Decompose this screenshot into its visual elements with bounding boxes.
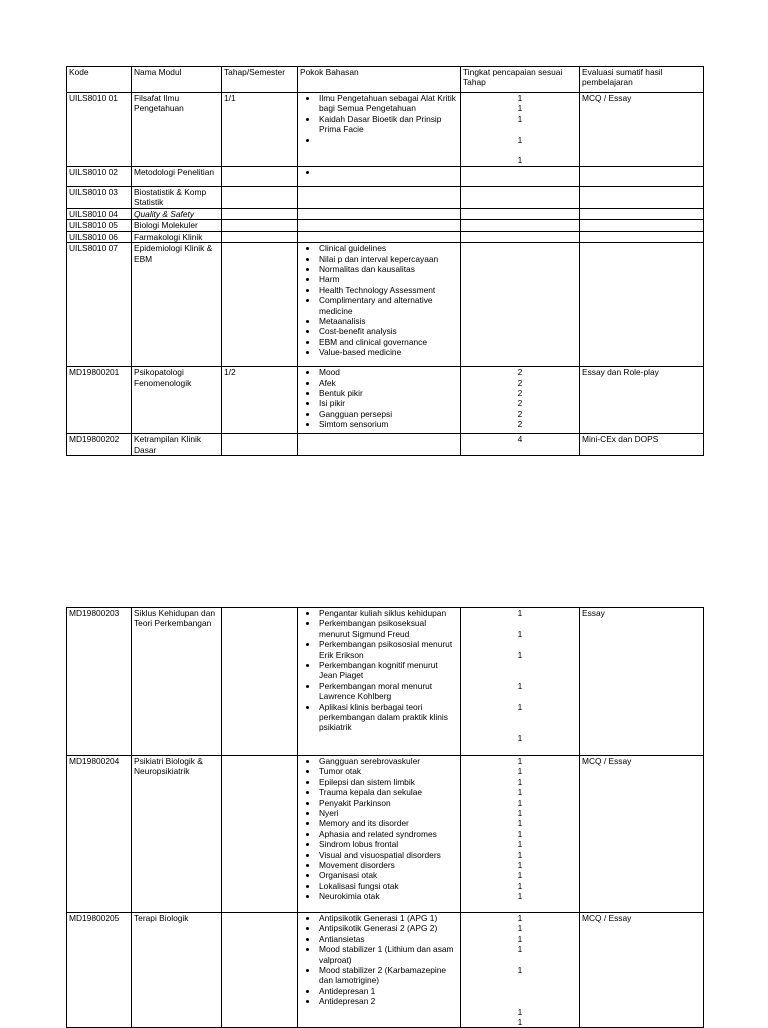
achievement-level: 2 [517, 408, 523, 419]
achievement-level: 1 [517, 913, 523, 923]
achievement-level [463, 955, 577, 965]
column-header: Pokok Bahasan [298, 67, 461, 93]
achievement-level-cell [461, 367, 580, 434]
module-code-cell: UILS8010 06 [67, 231, 132, 242]
achievement-level [463, 975, 577, 985]
achievement-level: 1 [517, 680, 523, 691]
module-code-cell: UILS8010 07 [67, 243, 132, 367]
module-code-cell: MD19800204 [67, 756, 132, 913]
module-name-cell: Siklus Kehidupan dan Teori Perkembangan [132, 608, 222, 756]
achievement-level: 1 [517, 818, 523, 829]
achievement-level-cell [461, 93, 580, 167]
summative-evaluation-cell [580, 167, 704, 187]
module-code-cell: UILS8010 03 [67, 187, 132, 209]
module-name-cell: Psikopatologi Fenomenologik [132, 367, 222, 434]
topic-list [300, 608, 458, 733]
module-row [67, 220, 704, 231]
achievement-level: 1 [517, 608, 523, 618]
achievement-level [463, 124, 577, 134]
summative-evaluation-cell: Mini-CEx dan DOPS [580, 434, 704, 456]
achievement-level: 2 [517, 398, 523, 409]
summative-evaluation-cell: Essay dan Role-play [580, 367, 704, 434]
module-code-cell: MD19800203 [67, 608, 132, 756]
topic-item: • Neurokimia otak [318, 891, 458, 901]
topic-item: • Epilepsi dan sistem limbik [318, 777, 458, 787]
stage-semester-cell [222, 167, 298, 187]
topic-item: • Antidepresan 2 [318, 996, 458, 1006]
module-row [67, 434, 704, 456]
achievement-level-cell [461, 756, 580, 913]
topic-item: • Mood [318, 367, 458, 377]
achievement-level: 1 [517, 849, 523, 860]
topics-cell [298, 434, 461, 456]
stage-semester-cell [222, 187, 298, 209]
module-code-cell: UILS8010 02 [67, 167, 132, 187]
module-code-cell: UILS8010 05 [67, 220, 132, 231]
summative-evaluation-cell: MCQ / Essay [580, 913, 704, 1028]
topic-item: • Tumor otak [318, 766, 458, 776]
module-name-cell: Ketrampilan Klinik Dasar [132, 434, 222, 456]
achievement-level: 1 [517, 701, 523, 712]
achievement-level-cell [461, 608, 580, 756]
achievement-level [463, 691, 577, 701]
achievement-level: 1 [517, 732, 523, 743]
topic-item: • EBM and clinical governance [318, 337, 458, 347]
achievement-level-cell [461, 187, 580, 209]
stage-semester-cell [222, 913, 298, 1028]
topic-item: • Penyakit Parkinson [318, 798, 458, 808]
achievement-level: 1 [517, 134, 523, 145]
topic-item: • Value-based medicine [318, 347, 458, 357]
topic-item: • Mood stabilizer 1 (Lithium dan asam valproat) [318, 944, 458, 965]
module-row [67, 608, 704, 756]
topic-item: • Gangguan persepsi [318, 409, 458, 419]
stage-semester-cell [222, 608, 298, 756]
achievement-level: 1 [517, 93, 523, 103]
module-name-cell: Metodologi Penelitian [132, 167, 222, 187]
module-name-cell: Biostatistik & Komp Statistik [132, 187, 222, 209]
topic-item: • Sindrom lobus frontal [318, 839, 458, 849]
column-header: Tahap/Semester [222, 67, 298, 93]
achievement-level: 1 [517, 860, 523, 871]
achievement-level: 1 [517, 923, 523, 934]
module-row [67, 913, 704, 1028]
module-code-cell: MD19800202 [67, 434, 132, 456]
topic-item [318, 135, 458, 145]
achievement-level [463, 670, 577, 680]
achievement-level: 1 [517, 1017, 523, 1027]
column-header: Nama Modul [132, 67, 222, 93]
topic-item: • Perkembangan moral menurut Lawrence Kohlberg [318, 681, 458, 702]
topic-item [318, 167, 458, 177]
module-name-cell: Quality & Safety [132, 209, 222, 220]
topic-item: • Movement disorders [318, 860, 458, 870]
topic-item: • Antidepresan 1 [318, 986, 458, 996]
achievement-level: 1 [517, 797, 523, 808]
achievement-level: 1 [517, 756, 523, 766]
module-row [67, 167, 704, 187]
module-name-cell: Biologi Molekuler [132, 220, 222, 231]
achievement-level: 1 [517, 965, 523, 976]
module-code-cell: UILS8010 04 [67, 209, 132, 220]
achievement-level: 1 [517, 113, 523, 124]
achievement-level [463, 722, 577, 732]
achievement-level: 4 [517, 434, 523, 445]
topic-item: • Mood stabilizer 2 (Karbamazepine dan lamotrigine) [318, 965, 458, 986]
module-code-cell: MD19800201 [67, 367, 132, 434]
stage-semester-cell [222, 209, 298, 220]
achievement-level: 2 [517, 377, 523, 388]
topic-item: • Simtom sensorium [318, 419, 458, 429]
module-code-cell: UILS8010 01 [67, 93, 132, 167]
achievement-level [463, 660, 577, 670]
column-header: Kode [67, 67, 132, 93]
achievement-level: 1 [517, 933, 523, 944]
topics-cell [298, 220, 461, 231]
topic-list [300, 367, 458, 429]
topic-item: • Kaidah Dasar Bioetik dan Prinsip Prima Facie [318, 114, 458, 135]
achievement-level: 1 [517, 891, 523, 902]
topics-cell [298, 756, 461, 913]
topic-item: • Harm [318, 274, 458, 284]
module-code-cell: MD19800205 [67, 913, 132, 1028]
stage-semester-cell: 1/1 [222, 93, 298, 167]
topic-item: • Pengantar kuliah siklus kehidupan [318, 608, 458, 618]
achievement-level: 1 [517, 155, 523, 166]
achievement-level-cell [461, 913, 580, 1028]
topic-list [300, 93, 458, 145]
module-name-cell: Filsafat Ilmu Pengetahuan [132, 93, 222, 167]
topic-item: • Trauma kepala dan sekulae [318, 787, 458, 797]
achievement-level: 2 [517, 367, 523, 378]
topic-item: • Ilmu Pengetahuan sebagai Alat Kritik bagi Semua Pengetahuan [318, 93, 458, 114]
achievement-level: 1 [517, 880, 523, 891]
topic-item: • Cost-benefit analysis [318, 326, 458, 336]
topic-item: • Visual and visuospatial disorders [318, 850, 458, 860]
stage-semester-cell: 1/2 [222, 367, 298, 434]
achievement-level [463, 618, 577, 628]
achievement-level [463, 712, 577, 722]
topics-cell [298, 231, 461, 242]
achievement-level: 2 [517, 419, 523, 430]
summative-evaluation-cell [580, 231, 704, 242]
topic-item: • Clinical guidelines [318, 243, 458, 253]
achievement-level-cell [461, 220, 580, 231]
achievement-level: 1 [517, 828, 523, 839]
topics-cell [298, 608, 461, 756]
achievement-level [463, 145, 577, 155]
topic-item: • Metaanalisis [318, 316, 458, 326]
summative-evaluation-cell: MCQ / Essay [580, 756, 704, 913]
topics-cell [298, 167, 461, 187]
topic-item: • Nyeri [318, 808, 458, 818]
summative-evaluation-cell [580, 220, 704, 231]
topic-item: • Gangguan serebrovaskuler [318, 756, 458, 766]
topics-cell [298, 209, 461, 220]
summative-evaluation-cell [580, 187, 704, 209]
achievement-level: 1 [517, 103, 523, 114]
topic-item: • Normalitas dan kausalitas [318, 264, 458, 274]
summative-evaluation-cell [580, 243, 704, 367]
topic-item: • Perkembangan kognitif menurut Jean Piaget [318, 660, 458, 681]
stage-semester-cell [222, 434, 298, 456]
module-row [67, 243, 704, 367]
topics-cell [298, 367, 461, 434]
topics-cell [298, 93, 461, 167]
summative-evaluation-cell: MCQ / Essay [580, 93, 704, 167]
module-row [67, 209, 704, 220]
topic-list [300, 756, 458, 902]
module-row [67, 93, 704, 167]
module-row [67, 756, 704, 913]
summative-evaluation-cell: Essay [580, 608, 704, 756]
achievement-level-cell [461, 243, 580, 367]
topic-item: • Aphasia and related syndromes [318, 829, 458, 839]
module-name-cell: Psikiatri Biologik & Neuropsikiatrik [132, 756, 222, 913]
module-row [67, 187, 704, 209]
topic-item: • Nilai p dan interval kepercayaan [318, 254, 458, 264]
topic-item: • Antipsikotik Generasi 2 (APG 2) [318, 923, 458, 933]
summative-evaluation-cell [580, 209, 704, 220]
topic-item: • Perkembangan psikoseksual menurut Sigmund Freud [318, 618, 458, 639]
topic-list [300, 913, 458, 1007]
achievement-level-cell [461, 434, 580, 456]
stage-semester-cell [222, 756, 298, 913]
achievement-level [463, 986, 577, 996]
topic-item: • Lokalisasi fungsi otak [318, 881, 458, 891]
achievement-level: 1 [517, 944, 523, 955]
achievement-level-cell [461, 209, 580, 220]
topic-item: • Isi pikir [318, 398, 458, 408]
topic-item: • Bentuk pikir [318, 388, 458, 398]
topic-item: • Antiansietas [318, 934, 458, 944]
topics-cell [298, 187, 461, 209]
module-table-1 [66, 66, 704, 456]
stage-semester-cell [222, 220, 298, 231]
topic-list [300, 167, 458, 177]
achievement-level: 1 [517, 1006, 523, 1017]
achievement-level: 1 [517, 766, 523, 777]
module-row [67, 367, 704, 434]
topic-item: • Afek [318, 378, 458, 388]
module-name-cell: Epidemiologi Klinik & EBM [132, 243, 222, 367]
module-name-cell: Farmakologi Klinik [132, 231, 222, 242]
topic-item: • Organisasi otak [318, 870, 458, 880]
module-table-2 [66, 607, 704, 1028]
achievement-level [463, 996, 577, 1006]
module-row [67, 231, 704, 242]
column-header: Evaluasi sumatif hasil pembelajaran [580, 67, 704, 93]
achievement-level-cell [461, 231, 580, 242]
topic-item: • Memory and its disorder [318, 818, 458, 828]
topic-item: • Aplikasi klinis berbagai teori perkembangan dalam praktik klinis psikiatrik [318, 702, 458, 733]
achievement-level [463, 639, 577, 649]
achievement-level: 1 [517, 870, 523, 881]
stage-semester-cell [222, 231, 298, 242]
header-row [67, 67, 704, 93]
achievement-level: 1 [517, 649, 523, 660]
module-name-cell: Terapi Biologik [132, 913, 222, 1028]
achievement-level: 1 [517, 839, 523, 850]
topics-cell [298, 913, 461, 1028]
column-header: Tingkat pencapaian sesuai Tahap [461, 67, 580, 93]
topic-item: • Antipsikotik Generasi 1 (APG 1) [318, 913, 458, 923]
achievement-level: 2 [517, 388, 523, 399]
achievement-level: 1 [517, 776, 523, 787]
achievement-level: 1 [517, 628, 523, 639]
topic-item: • Complimentary and alternative medicine [318, 295, 458, 316]
achievement-level: 1 [517, 808, 523, 819]
topic-item: • Perkembangan psikososial menurut Erik Erikson [318, 639, 458, 660]
stage-semester-cell [222, 243, 298, 367]
achievement-level-cell [461, 167, 580, 187]
topic-list [300, 243, 458, 357]
achievement-level: 1 [517, 787, 523, 798]
topics-cell [298, 243, 461, 367]
topic-item: • Health Technology Assessment [318, 285, 458, 295]
